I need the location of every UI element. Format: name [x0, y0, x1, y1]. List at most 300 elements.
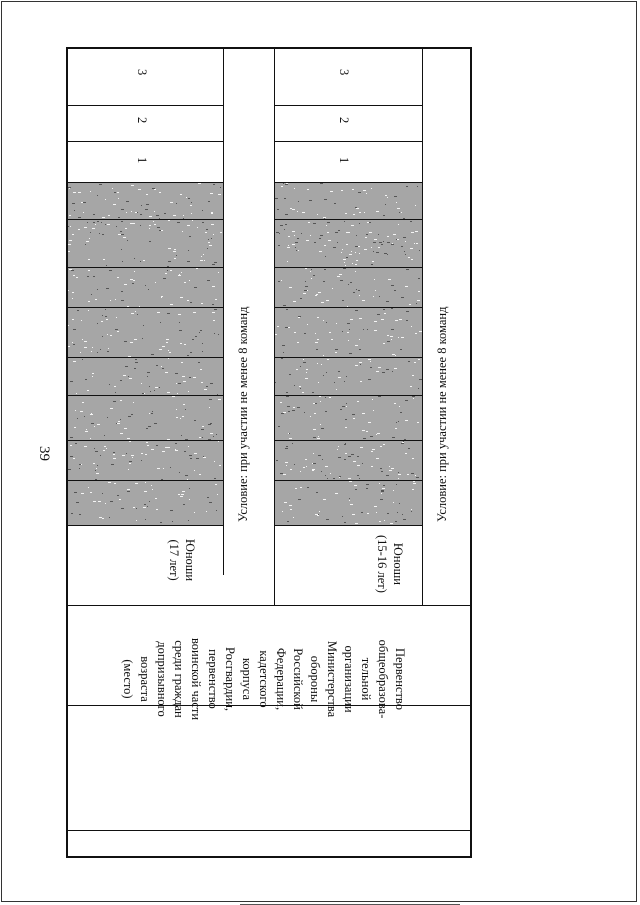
speckle [168, 350, 169, 351]
speckle [179, 472, 180, 473]
speckle [213, 234, 214, 235]
speckle [180, 194, 182, 195]
row1-place-2-cell [135, 117, 152, 133]
speckle [115, 299, 116, 300]
speckle [188, 520, 189, 521]
speckle [406, 311, 409, 312]
speckle [154, 390, 155, 391]
speckle [378, 396, 381, 397]
competition-line: кадетского [257, 650, 271, 708]
speckle [344, 221, 345, 222]
competition-line: Российской [291, 648, 305, 710]
speckle [206, 229, 208, 230]
speckle [151, 354, 154, 355]
speckle [113, 458, 116, 459]
speckle [73, 361, 76, 362]
speckle [121, 249, 122, 250]
speckle [345, 427, 347, 428]
speckle [284, 502, 287, 503]
speckle [197, 227, 198, 228]
shade-sep-1b [274, 219, 422, 220]
speckle [305, 286, 308, 287]
speckle [191, 213, 192, 214]
speckle [374, 239, 377, 240]
speckle [381, 491, 384, 492]
speckle [345, 453, 347, 454]
speckle [405, 420, 408, 421]
speckle [127, 489, 130, 490]
speckle [202, 210, 203, 211]
speckle [135, 362, 138, 363]
speckle [325, 475, 326, 476]
speckle [93, 276, 95, 277]
speckle [204, 260, 205, 261]
speckle [70, 437, 73, 438]
speckle [72, 234, 74, 235]
speckle [71, 513, 73, 514]
speckle [317, 363, 318, 364]
speckle [110, 335, 112, 336]
speckle [151, 449, 154, 450]
row1-condition-right [274, 47, 275, 605]
speckle [381, 319, 384, 320]
speckle [168, 261, 171, 262]
row1-place-1: 1 [135, 157, 149, 164]
speckle [121, 234, 124, 235]
speckle [190, 302, 192, 303]
speckle [400, 412, 402, 413]
speckle [387, 197, 388, 198]
competition-line: Министерства [325, 640, 339, 718]
speckle [319, 238, 321, 239]
speckle [199, 332, 200, 333]
speckle [312, 469, 315, 470]
speckle [292, 443, 293, 444]
speckle [173, 215, 176, 216]
speckle [285, 224, 287, 225]
speckle [297, 238, 299, 239]
speckle [312, 470, 314, 471]
speckle [386, 369, 389, 370]
speckle [185, 409, 186, 410]
speckle [213, 436, 214, 437]
speckle [376, 434, 377, 435]
speckle [368, 379, 371, 380]
speckle [99, 233, 100, 234]
row1-age: (17 лет) [167, 539, 181, 581]
speckle [359, 349, 361, 350]
speckle [323, 320, 324, 321]
speckle [305, 459, 307, 460]
speckle [145, 482, 146, 483]
speckle [368, 422, 371, 423]
speckle [281, 413, 284, 414]
speckle [182, 376, 185, 377]
speckle [98, 501, 101, 502]
speckle [117, 423, 120, 424]
speckle [149, 241, 151, 242]
speckle [310, 235, 311, 236]
speckle [405, 453, 407, 454]
speckle [87, 276, 89, 277]
speckle [293, 301, 296, 302]
speckle [320, 235, 323, 236]
row-sep-shade-start [66, 182, 223, 183]
speckle [307, 189, 309, 190]
speckle [315, 342, 318, 343]
speckle [335, 349, 338, 350]
speckle [417, 186, 418, 187]
speckle [389, 466, 390, 467]
speckle [117, 277, 119, 278]
speckle [356, 260, 358, 261]
speckle [78, 217, 81, 218]
speckle [91, 423, 94, 424]
speckle [351, 225, 354, 226]
speckle [100, 455, 101, 456]
speckle [412, 489, 414, 490]
row1-condition-left [223, 47, 224, 575]
speckle [300, 487, 302, 488]
speckle [307, 487, 309, 488]
speckle [212, 312, 215, 313]
speckle [201, 382, 203, 383]
speckle [294, 188, 295, 189]
speckle [309, 200, 312, 201]
speckle [200, 369, 202, 370]
speckle [68, 346, 70, 347]
speckle [280, 402, 282, 403]
speckle [208, 242, 210, 243]
speckle [321, 364, 322, 365]
speckle [218, 441, 219, 442]
speckle [143, 507, 146, 508]
speckle [376, 252, 379, 253]
speckle [203, 254, 204, 255]
speckle [280, 225, 283, 226]
speckle [399, 406, 400, 407]
speckle [116, 226, 117, 227]
speckle [371, 466, 373, 467]
speckle [122, 455, 125, 456]
speckle [335, 493, 338, 494]
speckle [356, 208, 359, 209]
speckle [128, 469, 129, 470]
speckle [102, 518, 104, 519]
speckle [88, 270, 90, 271]
speckle [135, 483, 138, 484]
speckle [128, 416, 131, 417]
speckle [79, 468, 80, 469]
speckle [333, 247, 336, 248]
speckle [379, 242, 382, 243]
speckle [97, 323, 98, 324]
speckle [399, 319, 402, 320]
competition-line: корпуса [240, 657, 254, 701]
speckle [145, 519, 146, 520]
row2-age: (15-16 лет) [375, 535, 389, 593]
speckle [82, 339, 83, 340]
speckle [349, 329, 350, 330]
speckle [327, 478, 328, 479]
speckle [370, 436, 373, 437]
speckle [408, 257, 410, 258]
shade-sep-7b [274, 480, 422, 481]
speckle [134, 368, 136, 369]
speckle [315, 295, 317, 296]
speckle [363, 329, 364, 330]
speckle [368, 359, 371, 360]
speckle [69, 188, 70, 189]
speckle [410, 386, 412, 387]
speckle [73, 192, 76, 193]
speckle [379, 296, 380, 297]
speckle [93, 463, 95, 464]
speckle [358, 192, 361, 193]
speckle [215, 299, 217, 300]
speckle [275, 334, 277, 335]
speckle [68, 244, 71, 245]
speckle [104, 446, 106, 447]
speckle [147, 376, 148, 377]
speckle [187, 261, 190, 262]
speckle [288, 411, 290, 412]
speckle [168, 447, 170, 448]
speckle [218, 194, 221, 195]
speckle [401, 297, 404, 298]
speckle [97, 424, 100, 425]
speckle [286, 465, 287, 466]
speckle [295, 488, 297, 489]
speckle [316, 349, 318, 350]
speckle [72, 298, 73, 299]
speckle [167, 270, 168, 271]
row2-condition-left [422, 47, 423, 605]
speckle [300, 366, 301, 367]
speckle [93, 501, 96, 502]
speckle [214, 333, 215, 334]
speckle [383, 241, 384, 242]
speckle [84, 416, 85, 417]
speckle [133, 280, 135, 281]
speckle [416, 477, 419, 478]
speckle [380, 446, 382, 447]
speckle [145, 285, 146, 286]
speckle [327, 232, 329, 233]
speckle [180, 343, 182, 344]
competition-line: Росгвардии, [223, 646, 237, 712]
speckle [370, 367, 372, 368]
speckle [131, 414, 133, 415]
row2-place-3-cell [337, 69, 354, 85]
speckle [134, 258, 135, 259]
speckle [149, 216, 152, 217]
speckle [355, 523, 358, 524]
speckle [395, 521, 397, 522]
speckle [398, 337, 399, 338]
speckle [367, 513, 369, 514]
speckle [362, 300, 365, 301]
speckle [316, 294, 318, 295]
speckle [294, 332, 296, 333]
speckle [284, 198, 286, 199]
speckle [214, 461, 215, 462]
speckle [142, 393, 144, 394]
row1-group-cell [138, 539, 198, 599]
speckle [338, 377, 341, 378]
speckle [285, 214, 288, 215]
speckle [335, 352, 337, 353]
speckle [72, 203, 75, 204]
speckle [135, 359, 137, 360]
speckle [388, 279, 391, 280]
speckle [352, 263, 353, 264]
speckle [300, 298, 302, 299]
speckle [91, 351, 92, 352]
speckle [95, 224, 96, 225]
speckle [181, 362, 183, 363]
row-sep-shade-end-b [274, 525, 422, 526]
speckle [392, 437, 395, 438]
speckle [357, 465, 360, 466]
speckle [137, 314, 138, 315]
speckle [307, 290, 308, 291]
speckle [68, 325, 69, 326]
speckle [155, 282, 156, 283]
speckle [94, 448, 95, 449]
speckle [348, 284, 349, 285]
speckle [185, 475, 188, 476]
speckle [82, 402, 84, 403]
speckle [108, 215, 110, 216]
speckle [181, 272, 182, 273]
competition-line: Первенство [393, 648, 407, 710]
speckle [217, 494, 218, 495]
speckle [166, 339, 169, 340]
speckle [397, 239, 399, 240]
speckle [201, 429, 204, 430]
speckle [326, 322, 327, 323]
speckle [371, 264, 373, 265]
speckle [396, 202, 397, 203]
speckle [159, 349, 162, 350]
speckle [117, 495, 119, 496]
speckle [339, 274, 342, 275]
speckle [381, 244, 383, 245]
speckle [397, 512, 398, 513]
speckle [105, 309, 106, 310]
speckle [194, 453, 197, 454]
speckle [154, 224, 156, 225]
speckle [189, 455, 192, 456]
speckle [88, 259, 90, 260]
speckle [177, 393, 178, 394]
speckle [284, 229, 285, 230]
speckle [326, 225, 327, 226]
speckle [80, 352, 81, 353]
speckle [202, 343, 203, 344]
competition-line: Федерации, [274, 647, 288, 711]
speckle [313, 437, 316, 438]
speckle [334, 203, 336, 204]
speckle [202, 437, 203, 438]
speckle [97, 465, 98, 466]
speckle [113, 204, 116, 205]
speckle [134, 339, 137, 340]
speckle [349, 254, 352, 255]
speckle [160, 522, 162, 523]
speckle [359, 212, 361, 213]
speckle [402, 514, 403, 515]
speckle [417, 300, 420, 301]
row2-group: Юноши [391, 542, 405, 585]
speckle [354, 485, 357, 486]
speckle [381, 493, 382, 494]
speckle [401, 212, 402, 213]
speckle [156, 365, 158, 366]
speckle [338, 446, 339, 447]
speckle [312, 392, 314, 393]
speckle [149, 225, 151, 226]
speckle [208, 424, 211, 425]
speckle [194, 470, 195, 471]
speckle [84, 347, 87, 348]
shade-sep-2b [274, 267, 422, 268]
speckle [292, 244, 295, 245]
shade-sep-4b [274, 357, 422, 358]
row-sep-place-1-2-b [274, 141, 422, 142]
speckle [285, 462, 288, 463]
speckle [318, 455, 321, 456]
speckle [279, 233, 280, 234]
speckle [374, 330, 377, 331]
speckle [183, 381, 186, 382]
speckle [350, 282, 352, 283]
speckle [357, 456, 359, 457]
speckle [285, 327, 288, 328]
speckle [346, 257, 348, 258]
speckle [355, 271, 356, 272]
speckle [170, 270, 172, 271]
speckle [146, 204, 149, 205]
speckle [175, 449, 176, 450]
speckle [194, 287, 197, 288]
speckle [353, 292, 355, 293]
speckle [304, 333, 306, 334]
speckle [106, 265, 107, 266]
speckle [119, 499, 121, 500]
speckle [286, 183, 288, 184]
speckle [106, 448, 107, 449]
speckle [363, 190, 366, 191]
speckle [407, 474, 409, 475]
speckle [154, 211, 155, 212]
speckle [97, 289, 98, 290]
speckle [295, 242, 298, 243]
speckle [318, 292, 321, 293]
speckle [187, 225, 190, 226]
speckle [200, 330, 202, 331]
speckle [337, 449, 338, 450]
speckle [122, 261, 123, 262]
speckle [71, 270, 74, 271]
speckle [281, 358, 283, 359]
speckle [109, 384, 110, 385]
speckle [356, 289, 357, 290]
speckle [187, 300, 189, 301]
speckle [114, 386, 116, 387]
speckle [170, 202, 173, 203]
